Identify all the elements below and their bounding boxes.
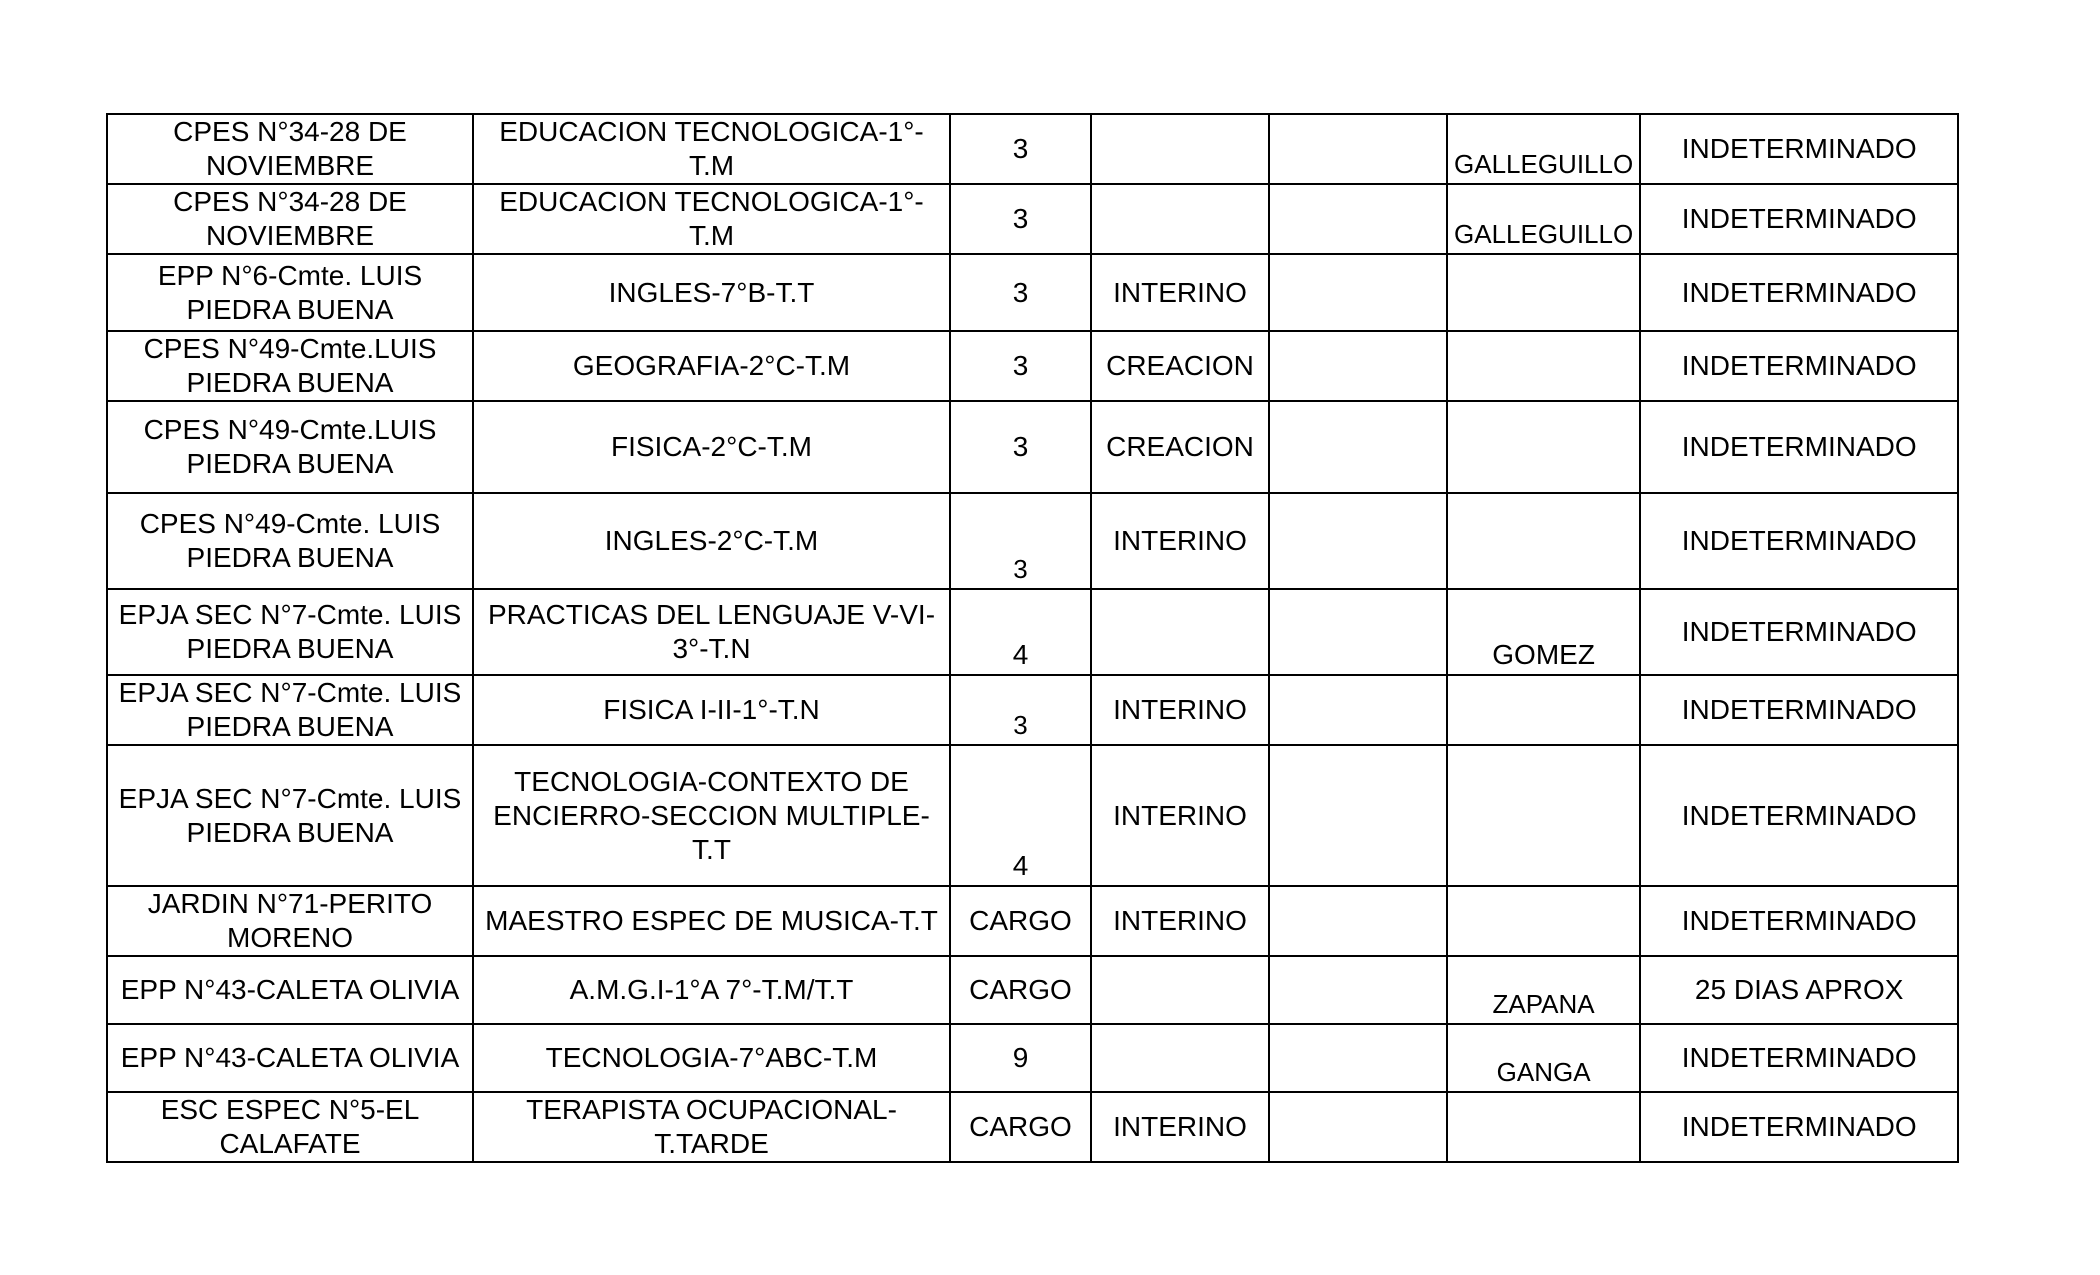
school-cell: ESC ESPEC N°5-EL CALAFATE bbox=[107, 1092, 473, 1162]
duration-cell: INDETERMINADO bbox=[1640, 1092, 1958, 1162]
empty-cell bbox=[1269, 254, 1447, 331]
name-cell bbox=[1447, 493, 1640, 589]
school-cell: EPJA SEC N°7-Cmte. LUIS PIEDRA BUENA bbox=[107, 745, 473, 886]
school-cell: EPP N°43-CALETA OLIVIA bbox=[107, 956, 473, 1024]
name-cell bbox=[1447, 254, 1640, 331]
empty-cell bbox=[1269, 1024, 1447, 1092]
empty-cell bbox=[1269, 886, 1447, 956]
name-cell: ZAPANA bbox=[1447, 956, 1640, 1024]
empty-cell bbox=[1269, 114, 1447, 184]
subject-cell: INGLES-7°B-T.T bbox=[473, 254, 950, 331]
school-cell: CPES N°49-Cmte. LUIS PIEDRA BUENA bbox=[107, 493, 473, 589]
hours-cell: CARGO bbox=[950, 886, 1091, 956]
duration-cell: INDETERMINADO bbox=[1640, 886, 1958, 956]
subject-cell: GEOGRAFIA-2°C-T.M bbox=[473, 331, 950, 401]
subject-cell: FISICA I-II-1°-T.N bbox=[473, 675, 950, 745]
hours-cell: 4 bbox=[950, 745, 1091, 886]
type-cell: INTERINO bbox=[1091, 886, 1269, 956]
hours-cell: 3 bbox=[950, 401, 1091, 493]
school-cell: JARDIN N°71-PERITO MORENO bbox=[107, 886, 473, 956]
empty-cell bbox=[1269, 493, 1447, 589]
name-cell bbox=[1447, 401, 1640, 493]
name-cell: GALLEGUILLO bbox=[1447, 114, 1640, 184]
type-cell bbox=[1091, 114, 1269, 184]
name-cell: GANGA bbox=[1447, 1024, 1640, 1092]
school-cell: EPJA SEC N°7-Cmte. LUIS PIEDRA BUENA bbox=[107, 675, 473, 745]
name-cell bbox=[1447, 745, 1640, 886]
empty-cell bbox=[1269, 745, 1447, 886]
type-cell: INTERINO bbox=[1091, 675, 1269, 745]
school-cell: EPJA SEC N°7-Cmte. LUIS PIEDRA BUENA bbox=[107, 589, 473, 675]
hours-cell: 3 bbox=[950, 493, 1091, 589]
subject-cell: MAESTRO ESPEC DE MUSICA-T.T bbox=[473, 886, 950, 956]
subject-cell: TECNOLOGIA-CONTEXTO DE ENCIERRO-SECCION MULTIPLE-T.T bbox=[473, 745, 950, 886]
empty-cell bbox=[1269, 956, 1447, 1024]
hours-cell: 4 bbox=[950, 589, 1091, 675]
table-row bbox=[107, 886, 1958, 956]
name-cell bbox=[1447, 675, 1640, 745]
subject-cell: INGLES-2°C-T.M bbox=[473, 493, 950, 589]
type-cell bbox=[1091, 184, 1269, 254]
duration-cell: INDETERMINADO bbox=[1640, 675, 1958, 745]
school-cell: EPP N°43-CALETA OLIVIA bbox=[107, 1024, 473, 1092]
subject-cell: EDUCACION TECNOLOGICA-1°-T.M bbox=[473, 114, 950, 184]
empty-cell bbox=[1269, 331, 1447, 401]
hours-cell: 3 bbox=[950, 675, 1091, 745]
subject-cell: TECNOLOGIA-7°ABC-T.M bbox=[473, 1024, 950, 1092]
duration-cell: INDETERMINADO bbox=[1640, 184, 1958, 254]
type-cell: INTERINO bbox=[1091, 493, 1269, 589]
type-cell: CREACION bbox=[1091, 401, 1269, 493]
table-row bbox=[107, 184, 1958, 254]
table-row bbox=[107, 331, 1958, 401]
table-row bbox=[107, 745, 1958, 886]
subject-cell: A.M.G.I-1°A 7°-T.M/T.T bbox=[473, 956, 950, 1024]
table-row bbox=[107, 589, 1958, 675]
table-row bbox=[107, 114, 1958, 184]
hours-cell: 3 bbox=[950, 184, 1091, 254]
hours-cell: 3 bbox=[950, 114, 1091, 184]
hours-cell: 9 bbox=[950, 1024, 1091, 1092]
name-cell: GOMEZ bbox=[1447, 589, 1640, 675]
school-cell: EPP N°6-Cmte. LUIS PIEDRA BUENA bbox=[107, 254, 473, 331]
empty-cell bbox=[1269, 675, 1447, 745]
duration-cell: INDETERMINADO bbox=[1640, 254, 1958, 331]
duration-cell: INDETERMINADO bbox=[1640, 114, 1958, 184]
hours-cell: 3 bbox=[950, 254, 1091, 331]
table-row bbox=[107, 675, 1958, 745]
subject-cell: TERAPISTA OCUPACIONAL-T.TARDE bbox=[473, 1092, 950, 1162]
name-cell bbox=[1447, 886, 1640, 956]
type-cell bbox=[1091, 589, 1269, 675]
duration-cell: 25 DIAS APROX bbox=[1640, 956, 1958, 1024]
subject-cell: EDUCACION TECNOLOGICA-1°-T.M bbox=[473, 184, 950, 254]
empty-cell bbox=[1269, 401, 1447, 493]
duration-cell: INDETERMINADO bbox=[1640, 745, 1958, 886]
table-row bbox=[107, 956, 1958, 1024]
vacancies-table bbox=[106, 113, 1959, 1163]
school-cell: CPES N°34-28 DE NOVIEMBRE bbox=[107, 184, 473, 254]
name-cell bbox=[1447, 331, 1640, 401]
type-cell: CREACION bbox=[1091, 331, 1269, 401]
table-row bbox=[107, 1092, 1958, 1162]
school-cell: CPES N°49-Cmte.LUIS PIEDRA BUENA bbox=[107, 401, 473, 493]
type-cell: INTERINO bbox=[1091, 1092, 1269, 1162]
subject-cell: FISICA-2°C-T.M bbox=[473, 401, 950, 493]
type-cell: INTERINO bbox=[1091, 254, 1269, 331]
type-cell bbox=[1091, 956, 1269, 1024]
type-cell: INTERINO bbox=[1091, 745, 1269, 886]
duration-cell: INDETERMINADO bbox=[1640, 493, 1958, 589]
table-row bbox=[107, 493, 1958, 589]
school-cell: CPES N°49-Cmte.LUIS PIEDRA BUENA bbox=[107, 331, 473, 401]
hours-cell: CARGO bbox=[950, 1092, 1091, 1162]
duration-cell: INDETERMINADO bbox=[1640, 1024, 1958, 1092]
empty-cell bbox=[1269, 1092, 1447, 1162]
duration-cell: INDETERMINADO bbox=[1640, 331, 1958, 401]
empty-cell bbox=[1269, 589, 1447, 675]
duration-cell: INDETERMINADO bbox=[1640, 401, 1958, 493]
table-row bbox=[107, 1024, 1958, 1092]
hours-cell: CARGO bbox=[950, 956, 1091, 1024]
name-cell: GALLEGUILLO bbox=[1447, 184, 1640, 254]
subject-cell: PRACTICAS DEL LENGUAJE V-VI-3°-T.N bbox=[473, 589, 950, 675]
type-cell bbox=[1091, 1024, 1269, 1092]
empty-cell bbox=[1269, 184, 1447, 254]
name-cell bbox=[1447, 1092, 1640, 1162]
hours-cell: 3 bbox=[950, 331, 1091, 401]
table-row bbox=[107, 254, 1958, 331]
school-cell: CPES N°34-28 DE NOVIEMBRE bbox=[107, 114, 473, 184]
duration-cell: INDETERMINADO bbox=[1640, 589, 1958, 675]
table-row bbox=[107, 401, 1958, 493]
